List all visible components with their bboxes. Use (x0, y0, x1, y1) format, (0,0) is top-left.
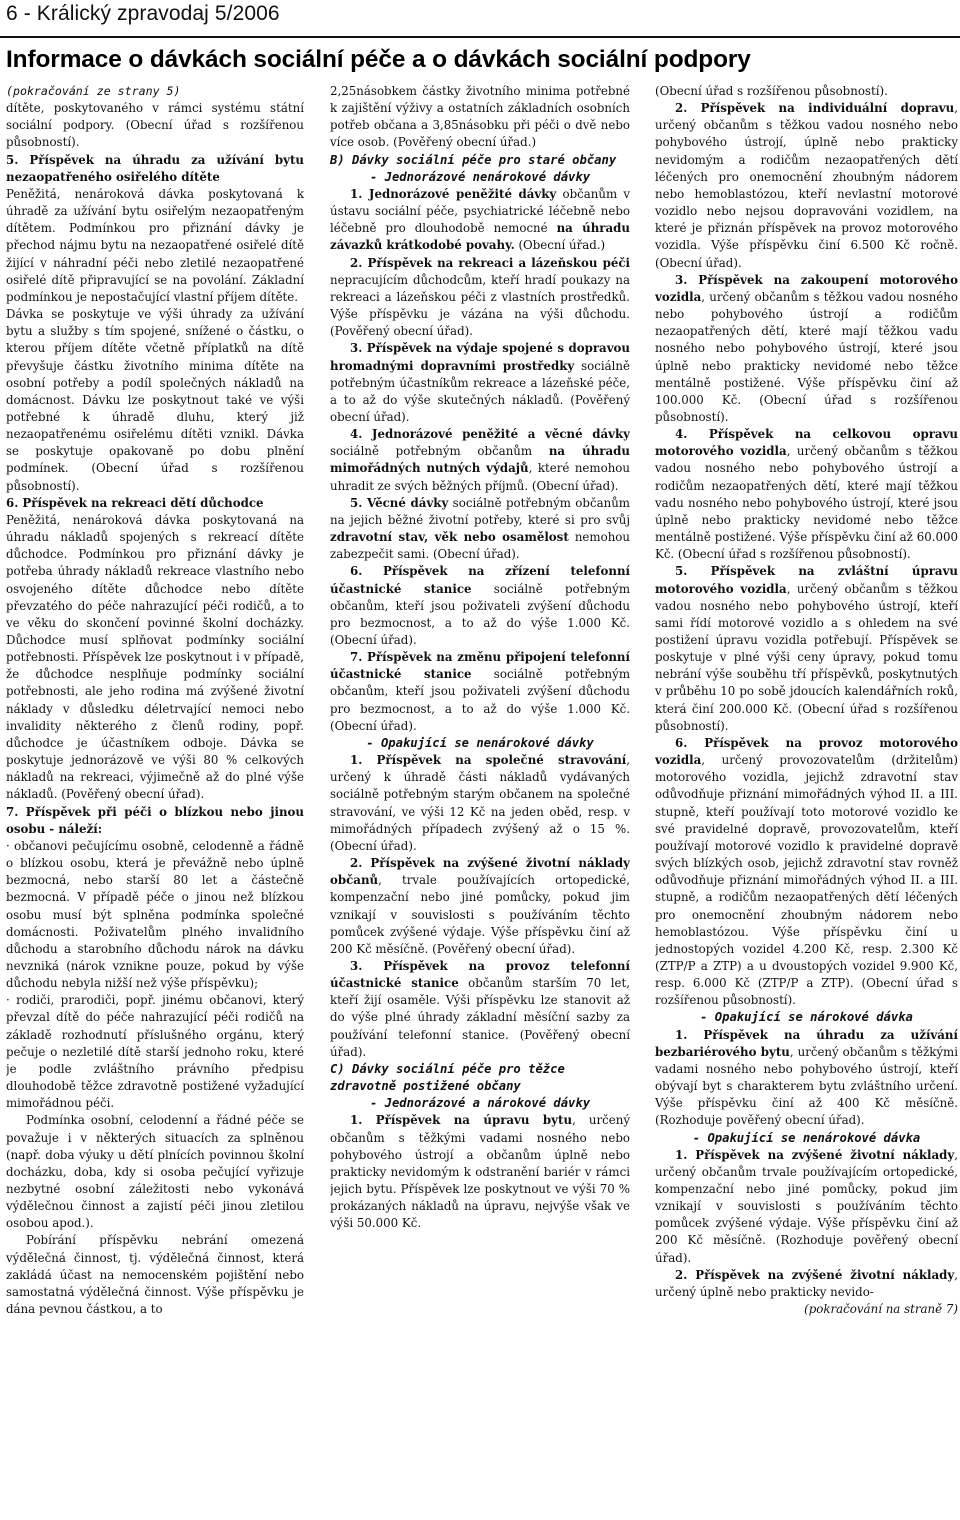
item-heading: 1. Jednorázové peněžité dávky (350, 186, 557, 201)
article-title: Informace o dávkách sociální péče a o dávkách sociální podpory (6, 46, 751, 73)
paragraph (655, 1267, 958, 1301)
paragraph (655, 1027, 958, 1130)
continuation-note: (pokračování na straně 7) (804, 1302, 958, 1317)
item-heading: 2. Příspěvek na zvýšené životní náklady občanů (330, 856, 630, 888)
item-text: , které nemohou uhradit ze svých běžných příjmů. (Obecní úřad). (330, 461, 630, 493)
continuation-lead: (pokračování ze strany 5) (6, 84, 181, 98)
item-text: občanům starším 70 let, kteří žijí osaměle. Výši příspěvku lze stanovit až do výše plné úhrady základní měsíční sazby za používání telefonní stanice. (Pověřený obecní úřad). (330, 976, 630, 1059)
item-text: sociálně potřebným účastníkům rekreace a lázeňské péče, a to až do výše skutečných nákladů. (Pověřený obecní úřad). (330, 358, 630, 424)
section-b-heading: B) Dávky sociální péče pro staré občany (330, 152, 617, 167)
paragraph (330, 563, 630, 649)
paragraph (655, 735, 958, 1010)
column-1 (6, 83, 304, 1318)
paragraph (655, 100, 958, 272)
item-heading: 5. Příspěvek na zvláštní úpravu motorového vozidla (655, 564, 958, 596)
header-rule (0, 36, 960, 38)
item-text: sociálně potřebným občanům, kteří jsou poživateli zvýšení důchodu pro bezmocnost, a to až do výše 1.000 Kč. (Obecní úřad). (330, 667, 630, 733)
paragraph (330, 1112, 630, 1232)
item-heading: 6. Příspěvek na provoz motorového vozidla (655, 735, 958, 768)
item-text: , určený občanům trvale používajícím ortopedické, kompenzační nebo jiné pomůcky, pokud jim vznikají v souvislosti s používáním těchto pomůcek zvýšené výdaje. Výše příspěvku činí až 200 Kč měsíčně. (Rozhoduje pověřený obecní úřad). (655, 1147, 958, 1265)
item-text: , trvale používajících ortopedické, kompenzační nebo jiné pomůcky, pokud jim vznikají v souvislosti s používáním těchto pomůcek zvýšené výdaje. Výše příspěvku činí až 200 Kč měsíčně. (Pověřený obecní úřad). (330, 873, 630, 956)
item-text: nemohou zabezpečit sami. (Obecní úřad). (330, 530, 630, 562)
item-text: , určený provozovatelům (držitelům) motorového vozidla, jejichž zdravotní stav odůvodňuje přiznání mimořádných výhod II. a III. stupně, kteří používají toto motorové vozidlo ke své pravidelné dopravě, provozovatelům, kteří používají motorové vozidlo k pravidelné dopravě svých blízkých osob, jejichž zdravotní stav rovněž odůvodňuje přiznání mimořádných výhod II. a III. stupně, a rodičům nezaopatřených dětí léčených pro onemocnění zhoubným nádorem nebo hemoblastózou. Výše příspěvku činí u jednostopých vozidel 4.200 Kč, resp. 2.300 Kč (ZTP/P a ZTP) a u dvoustopých vozidel 9.900 Kč, resp. 6.000 Kč (ZTP/P a ZTP). (Obecní úřad s rozšířenou působností). (655, 753, 958, 1008)
item-text: (Obecní úřad.) (514, 238, 606, 253)
subsection-heading: - Opakující se nárokové dávka (700, 1010, 913, 1025)
paragraph: 2,25násobkem částky životního minima potřebné k zajištění výživy a ostatních základních osobních potřeb občana a 3,85násobku při péči o dvě nebo více osob. (Pověřený obecní úřad.) (330, 84, 630, 150)
paragraph (330, 186, 630, 255)
item-text: , určený občanům s těžkou vadou nosného nebo pohybového ústrojí, úplně nebo prakticky nevidomým a rodičům nezaopatřených dětí léčených pro onemocnění zhoubným nádorem nebo hemoblastózou, kteří nevlastní motorové vozidlo nebo nejsou dopravováni vozidlem, na které je přiznán příspěvek na provoz motorového vozidla. Výše příspěvku činí 6.500 Kč ročně. (Obecní úřad). (655, 101, 958, 270)
paragraph (655, 426, 958, 563)
item-emphasis: zdravotní stav, věk nebo osamělost (330, 530, 569, 545)
item-text: , určený občanům s těžkými vadami nosného nebo pohybového ústrojí a občanům úplně nebo prakticky nevidomým k odstranění bariér v rámci jejich bytu. Příspěvek lze poskytnout ve výši 70 % prokázaných nákladů na úpravu, nejvýše však ve výši 50.000 Kč. (330, 1113, 630, 1231)
section-heading: 5. Příspěvek na úhradu za užívání bytu nezaopatřeného osiřelého dítěte (6, 152, 304, 184)
item-emphasis: na úhradu závazků krátkodobé povahy. (330, 221, 630, 253)
paragraph (330, 495, 630, 564)
item-text: sociálně potřebným občanům (330, 444, 549, 459)
section-heading: 6. Příspěvek na rekreaci dětí důchodce (6, 495, 264, 510)
item-text: občanům v ústavu sociální péče, psychiatrické léčebně nebo léčebně pro dlouhodobě nemocné (330, 186, 630, 236)
subsection-heading: - Jednorázové a nárokové dávky (369, 1096, 591, 1111)
item-emphasis: na úhradu mimořádných nutných výdajů (330, 444, 630, 476)
item-heading: 1. Příspěvek na úhradu za užívání bezbariérového bytu (655, 1027, 958, 1059)
subsection-heading: - Opakující se nenárokové dávky (366, 735, 594, 750)
item-heading: 2. Příspěvek na individuální dopravu (675, 101, 955, 116)
item-heading: 1. Příspěvek na společné stravování (350, 753, 627, 768)
item-text: , určený občanům s těžkými vadami nosného nebo pohybového ústrojí, kteří obývají byt s charakterem bytu zvláštního určení. Výše příspěvku činí až 400 Kč měsíčně. (Rozhoduje pověřený obecní úřad). (655, 1044, 958, 1128)
paragraph (330, 958, 630, 1061)
paragraph (330, 255, 630, 341)
item-text: nepracujícím důchodcům, kteří hradí poukazy na rekreaci a lázeňskou péči z vlastních prostředků. Výše příspěvku je vázána na výši důchodu. (Pověřený obecní úřad). (330, 272, 630, 339)
paragraph: dítěte, poskytovaného v rámci systému státní sociální podpory. (Obecní úřad s rozšířenou působností). (6, 101, 304, 150)
paragraph: Pobírání příspěvku nebrání omezená výdělečná činnost, tj. výdělečná činnost, která zakládá účast na nemocenském pojištění nebo samostatná výdělečná činnost. Výše příspěvku je dána pevnou částkou, a to (6, 1233, 304, 1317)
item-heading: 6. Příspěvek na zřízení telefonní účastnické stanice (330, 564, 630, 596)
item-heading: 5. Věcné dávky (350, 495, 449, 510)
page-header: 6 - Králický zpravodaj 5/2006 (6, 2, 280, 25)
paragraph (330, 649, 630, 735)
paragraph: Peněžitá, nenároková dávka poskytovaná k úhradě za užívání bytu osiřelým nezaopatřeným dítětem. Podmínkou pro přiznání dávky je přechod nájmu bytu na nezaopatřené osiřelé dítě žijící v náhradní péči nebo zletilé nezaopatřené osiřelé dítě připravující se na povolání. Základní podmínkou je nepostačující vlastní příjem dítěte. (6, 186, 304, 304)
item-text: sociálně potřebným občanům, kteří jsou poživateli zvýšení důchodu pro bezmocnost, a to až do výše 1.000 Kč. (Obecní úřad). (330, 581, 630, 647)
item-heading: 3. Příspěvek na provoz telefonní účastnické stanice (330, 958, 630, 991)
paragraph (330, 340, 630, 426)
paragraph: (Obecní úřad s rozšířenou působností). (655, 84, 888, 98)
item-heading: 7. Příspěvek na změnu připojení telefonní účastnické stanice (330, 650, 630, 682)
column-2 (330, 83, 630, 1232)
paragraph: · občanovi pečujícímu osobně, celodenně a řádně o blízkou osobu, která je převážně nebo úplně bezmocná, nebo starší 80 let a částečně bezmocná. V případě péče o jinou než blízkou osobu musí být splněna podmínka společné domácnosti. Poživatelům plného invalidního důchodu a starobního důchodu nárok na dávku nevzniká (nárok vznikne pouze, pokud by výše důchodu nebyla nižší než výše příspěvku); (6, 838, 304, 991)
subsection-heading: - Opakující se nenárokové dávka (692, 1130, 921, 1145)
item-text: , určený k úhradě části nákladů vydávaných sociálně potřebným starým občanem na společné stravování, ve výši 12 Kč na jeden oběd, resp. v mimořádných případech zvýšený až o 15 %. (Obecní úřad). (330, 753, 630, 853)
item-text: , určený občanům s těžkou vadou nosného nebo pohybového ústrojí a rodičům nezaopatřených dětí, které mají těžkou vadu nosného nebo pohybového ústrojí, které jsou úplně nebo prakticky nevidomé nebo těžce mentálně postižené. Výše příspěvku činí až 100.000 Kč. (Obecní úřad s rozšířenou působností). (655, 289, 958, 424)
paragraph: Podmínka osobní, celodenní a řádné péče se považuje i v některých situacích za splněnou (např. doba výuky u dětí plnících povinnou školní docházku, doba, kdy si osoba pečující vyřizuje nezbytné osobní záležitosti nebo vykonává výdělečnou činnost a zajistí péči jinou zletilou osobou apod.). (6, 1113, 304, 1231)
item-text: , určený úplně nebo prakticky nevido- (655, 1267, 958, 1299)
item-text: , určený občanům s těžkou vadou nosného nebo pohybového ústrojí a rodičům nezaopatřených dětí, které mají těžkou vadu nosného nebo pohybového ústrojí, které jsou úplně nebo prakticky nevidomé nebo těžce mentálně postižené. Výše příspěvku činí až 60.000 Kč. (Obecní úřad s rozšířenou působností). (655, 444, 958, 562)
item-heading: 2. Příspěvek na rekreaci a lázeňskou péči (350, 255, 630, 270)
item-text: , určený občanům s těžkou vadou nosného nebo pohybového ústrojí, kteří sami řídí motorové vozidlo a s ohledem na své postižení úpravu vozidla potřebují. Příspěvek se poskytuje v plné výši ceny úpravy, pokud tomu nebrání výše souběhu tří příspěvků, poskytnutých v průběhu 10 po sobě jdoucích kalendářních roků, která činí 200.000 Kč. (Obecní úřad s rozšířenou působností). (655, 581, 958, 733)
item-heading: 1. Příspěvek na zvýšené životní náklady (675, 1147, 955, 1162)
paragraph (330, 752, 630, 855)
subsection-heading: - Jednorázové nenárokové dávky (369, 169, 591, 184)
column-3 (655, 83, 958, 1318)
paragraph (655, 1147, 958, 1267)
paragraph (330, 855, 630, 958)
item-text: sociálně potřebným občanům na jejich běžné životní potřeby, které si pro svůj (330, 495, 630, 527)
paragraph (655, 272, 958, 426)
item-heading: 2. Příspěvek na zvýšené životní náklady (675, 1267, 955, 1282)
paragraph: · rodiči, prarodiči, popř. jinému občanovi, který převzal dítě do péče nahrazující péči rodičů na základě rozhodnutí příslušného orgánu, který pečuje o nezletilé dítě starší jednoho roku, které je podle zvláštního právního předpisu dlouhodobě těžce zdravotně postižené vyžadující mimořádnou péči. (6, 993, 304, 1111)
paragraph: Peněžitá, nenároková dávka poskytovaná na úhradu nákladů spojených s rekreací dítěte důchodce. Podmínkou pro přiznání dávky je potřeba úhrady nákladů rekreace vlastního nebo osvojeného dítěte důchodce nebo dítěte převzatého do péče nahrazující péči rodičů, a to ve věku do skončení povinné školní docházky. Důchodce musí splňovat podmínky sociální potřebnosti. Příspěvek lze poskytnout i v případě, že důchodce nesplňuje podmínky sociální potřebnosti, ale jeho rodina má zvýšené životní náklady v důsledku déletrvající nemoci nebo invalidity některého z členů rodiny, popř. důchodce je účastníkem odboje. Dávka se poskytuje jednorázově ve výši 80 % celkových nákladů na rekreaci, výjimečně až do plné výše nákladů. (Pověřený obecní úřad). (6, 512, 304, 802)
item-heading: 3. Příspěvek na výdaje spojené s dopravou hromadnými dopravními prostředky (330, 341, 630, 373)
item-heading: 4. Jednorázové peněžité a věcné dávky (350, 427, 630, 442)
paragraph (655, 563, 958, 735)
item-heading: 3. Příspěvek na zakoupení motorového vozidla (655, 272, 958, 304)
item-heading: 4. Příspěvek na celkovou opravu motorového vozidla (655, 427, 958, 459)
section-c-heading: C) Dávky sociální péče pro těžce zdravotně postižené občany (330, 1061, 565, 1094)
paragraph (330, 426, 630, 495)
item-heading: 1. Příspěvek na úpravu bytu (350, 1113, 573, 1128)
section-heading: 7. Příspěvek při péči o blízkou nebo jinou osobu - náleží: (6, 804, 304, 836)
paragraph: Dávka se poskytuje ve výši úhrady za užívání bytu a služby s tím spojené, snížené o částku, o kterou příjem dítěte včetně příplatků na dítě převyšuje částku životního minima dítěte na osobní potřeby a podíl společných nákladů na domácnost. Dávku lze poskytnout také ve výši potřebné k úhradě dluhu, který již nezaopatřenému osiřelému dítěti vznikl. Dávka se poskytuje opakovaně po dobu plnění podmínek. (Obecní úřad s rozšířenou působností). (6, 307, 304, 493)
